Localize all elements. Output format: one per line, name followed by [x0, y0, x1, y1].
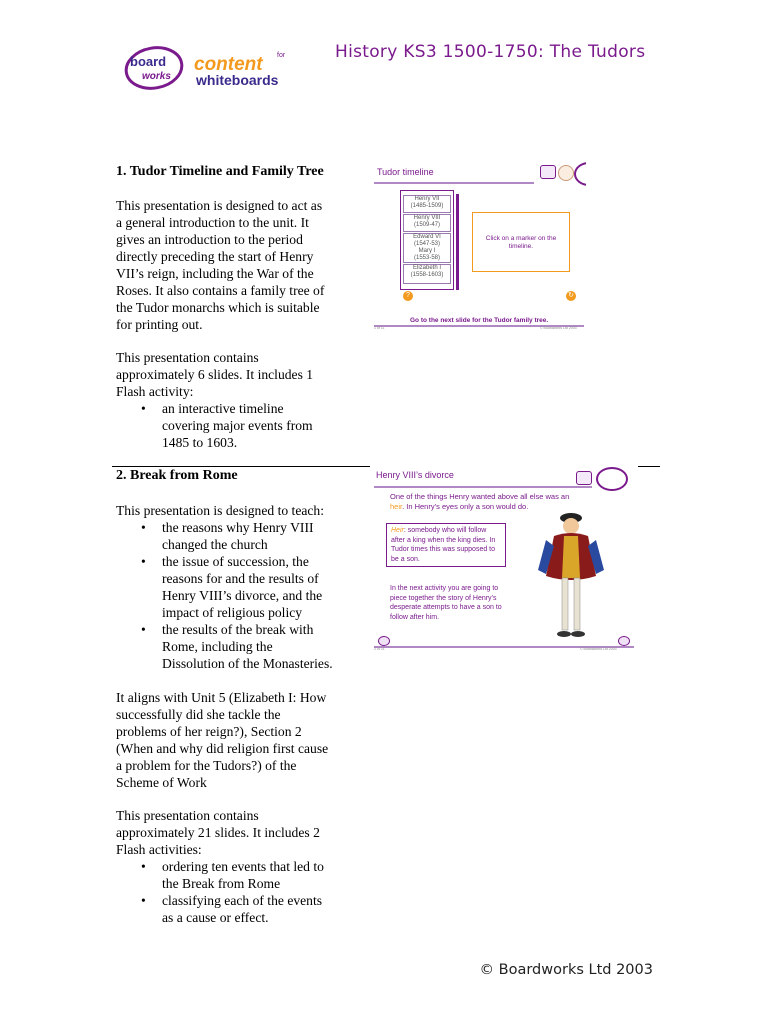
- book-icon: [540, 165, 556, 179]
- timeline-marker-henry-viii[interactable]: Henry VIII (1509-47): [403, 214, 451, 232]
- text-line: as a cause or effect.: [162, 910, 269, 925]
- slide-title: Henry VIII’s divorce: [376, 470, 454, 480]
- slide-title-rule: [374, 486, 592, 488]
- intro-line-rest: . In Henry’s eyes only a son would do.: [402, 502, 529, 511]
- text-line: This presentation contains: [116, 350, 259, 365]
- timeline-panel: [400, 190, 454, 290]
- logo-content-text: content: [194, 54, 263, 75]
- section-2-bullets-2: [116, 858, 366, 926]
- slide-title-rule: [374, 182, 534, 184]
- text-line: the Tudor monarchs which is suitable: [116, 300, 320, 315]
- text-line: (When and why did religion first cause: [116, 741, 329, 756]
- text-line: Scheme of Work: [116, 775, 207, 790]
- text-line: approximately 6 slides. It includes 1: [116, 367, 314, 382]
- text-line: 1485 to 1603.: [162, 435, 238, 450]
- text-line: • an interactive timeline: [162, 401, 284, 416]
- text-line: problems of her reign?), Section 2: [116, 724, 302, 739]
- boardworks-mini-logo: [596, 467, 628, 491]
- henry-viii-illustration: [536, 506, 606, 644]
- text-line: This presentation contains: [116, 808, 259, 823]
- slide-title: Tudor timeline: [377, 167, 434, 177]
- text-line: • ordering ten events that led to: [162, 859, 324, 874]
- text-line: • the results of the break with: [162, 622, 314, 637]
- timeline-marker-edward-mary[interactable]: Edward VI (1547-53) Mary I (1553-58): [403, 233, 451, 263]
- document-title: History KS3 1500-1750: The Tudors: [335, 42, 646, 62]
- text-line: Dissolution of the Monasteries.: [162, 656, 333, 671]
- face-icon: [558, 165, 574, 181]
- slide-number: 1 of 11: [374, 326, 385, 330]
- section-2-bullets: [116, 519, 366, 672]
- activity-text: In the next activity you are going to piece together the story of Henry’s desperate attempts to have a son to follow after him.: [390, 585, 502, 621]
- slide-copyright: © Boardworks Ltd 2003: [540, 326, 577, 330]
- text-line: • classifying each of the events: [162, 893, 323, 908]
- text-line: directly preceding the start of Henry: [116, 249, 314, 264]
- back-arrow-icon[interactable]: [378, 636, 390, 646]
- timeline-marker-henry-vii[interactable]: Henry VII (1485-1509): [403, 195, 451, 213]
- text-line: approximately 21 slides. It includes 2: [116, 825, 320, 840]
- text-line: Flash activities:: [116, 842, 202, 857]
- heir-word: heir: [390, 502, 403, 511]
- definition-text: : somebody who will follow after a king when the king dies. In Tudor times this was supposed to be a son.: [391, 527, 496, 563]
- logo-whiteboards-text: whiteboards: [196, 72, 279, 88]
- slide-number: 2 of 21: [374, 647, 385, 651]
- section-2-para-3: [116, 807, 376, 858]
- text-line: • the reasons why Henry VIII: [162, 520, 314, 535]
- section-2-intro: This presentation is designed to teach:: [116, 503, 325, 518]
- forward-arrow-icon[interactable]: [618, 636, 630, 646]
- logo-board-text: board: [130, 54, 167, 69]
- text-line: gives an introduction to the period: [116, 232, 303, 247]
- text-line: Henry VIII’s divorce, and the: [162, 588, 323, 603]
- logo-for-text: for: [277, 52, 286, 59]
- text-line: a problem for the Tudors?) of the: [116, 758, 297, 773]
- boardworks-logo: [122, 44, 322, 92]
- slide-bottom-text: Go to the next slide for the Tudor family tree.: [410, 317, 549, 324]
- boardworks-mini-logo: [574, 162, 586, 186]
- section-1-para-1: [116, 197, 366, 333]
- bullet-item: [116, 519, 366, 553]
- section-1-bullets: [116, 400, 366, 451]
- info-panel-text: Click on a marker on the timeline.: [485, 235, 557, 250]
- bullet-item: [116, 858, 366, 892]
- section-1-title: 1. Tudor Timeline and Family Tree: [116, 164, 324, 179]
- text-line: a general introduction to the unit. It: [116, 215, 309, 230]
- bullet-item: [116, 400, 366, 451]
- text-line: for printing out.: [116, 317, 203, 332]
- text-line: Rome, including the: [162, 639, 273, 654]
- bullet-item: [116, 892, 366, 926]
- text-line: covering major events from: [162, 418, 313, 433]
- text-line: the Break from Rome: [162, 876, 281, 891]
- text-line: VII’s reign, including the War of the: [116, 266, 314, 281]
- section-1-para-2: [116, 349, 366, 400]
- text-line: Roses. It also contains a family tree of: [116, 283, 325, 298]
- text-line: Flash activity:: [116, 384, 194, 399]
- text-line: changed the church: [162, 537, 268, 552]
- reset-icon[interactable]: ↻: [566, 291, 576, 301]
- timeline-divider: [456, 194, 459, 290]
- slide-thumbnail-tudor-timeline: [370, 160, 586, 330]
- text-line: successfully did she tackle the: [116, 707, 281, 722]
- slide-copyright: © Boardworks Ltd 2003: [580, 647, 617, 651]
- bullet-item: [116, 621, 366, 672]
- text-line: reasons for and the results of: [162, 571, 319, 586]
- section-2-para-2: [116, 689, 376, 791]
- section-2-title: 2. Break from Rome: [116, 468, 238, 483]
- intro-line: One of the things Henry wanted above all else was an: [390, 492, 570, 501]
- footer-copyright: © Boardworks Ltd 2003: [479, 962, 653, 978]
- timeline-marker-elizabeth[interactable]: Elizabeth I (1558-1603): [403, 264, 451, 284]
- text-line: impact of religious policy: [162, 605, 303, 620]
- info-panel: [472, 212, 570, 272]
- definition-box: [386, 523, 506, 567]
- text-line: • the issue of succession, the: [162, 554, 309, 569]
- slide-thumbnail-henry-divorce: [370, 466, 638, 652]
- definition-word: Heir: [391, 527, 404, 534]
- help-icon[interactable]: ?: [403, 291, 413, 301]
- book-icon: [576, 471, 592, 485]
- text-line: This presentation is designed to act as: [116, 198, 323, 213]
- text-line: It aligns with Unit 5 (Elizabeth I: How: [116, 690, 327, 705]
- bullet-item: [116, 553, 366, 621]
- logo-works-text: works: [142, 71, 171, 82]
